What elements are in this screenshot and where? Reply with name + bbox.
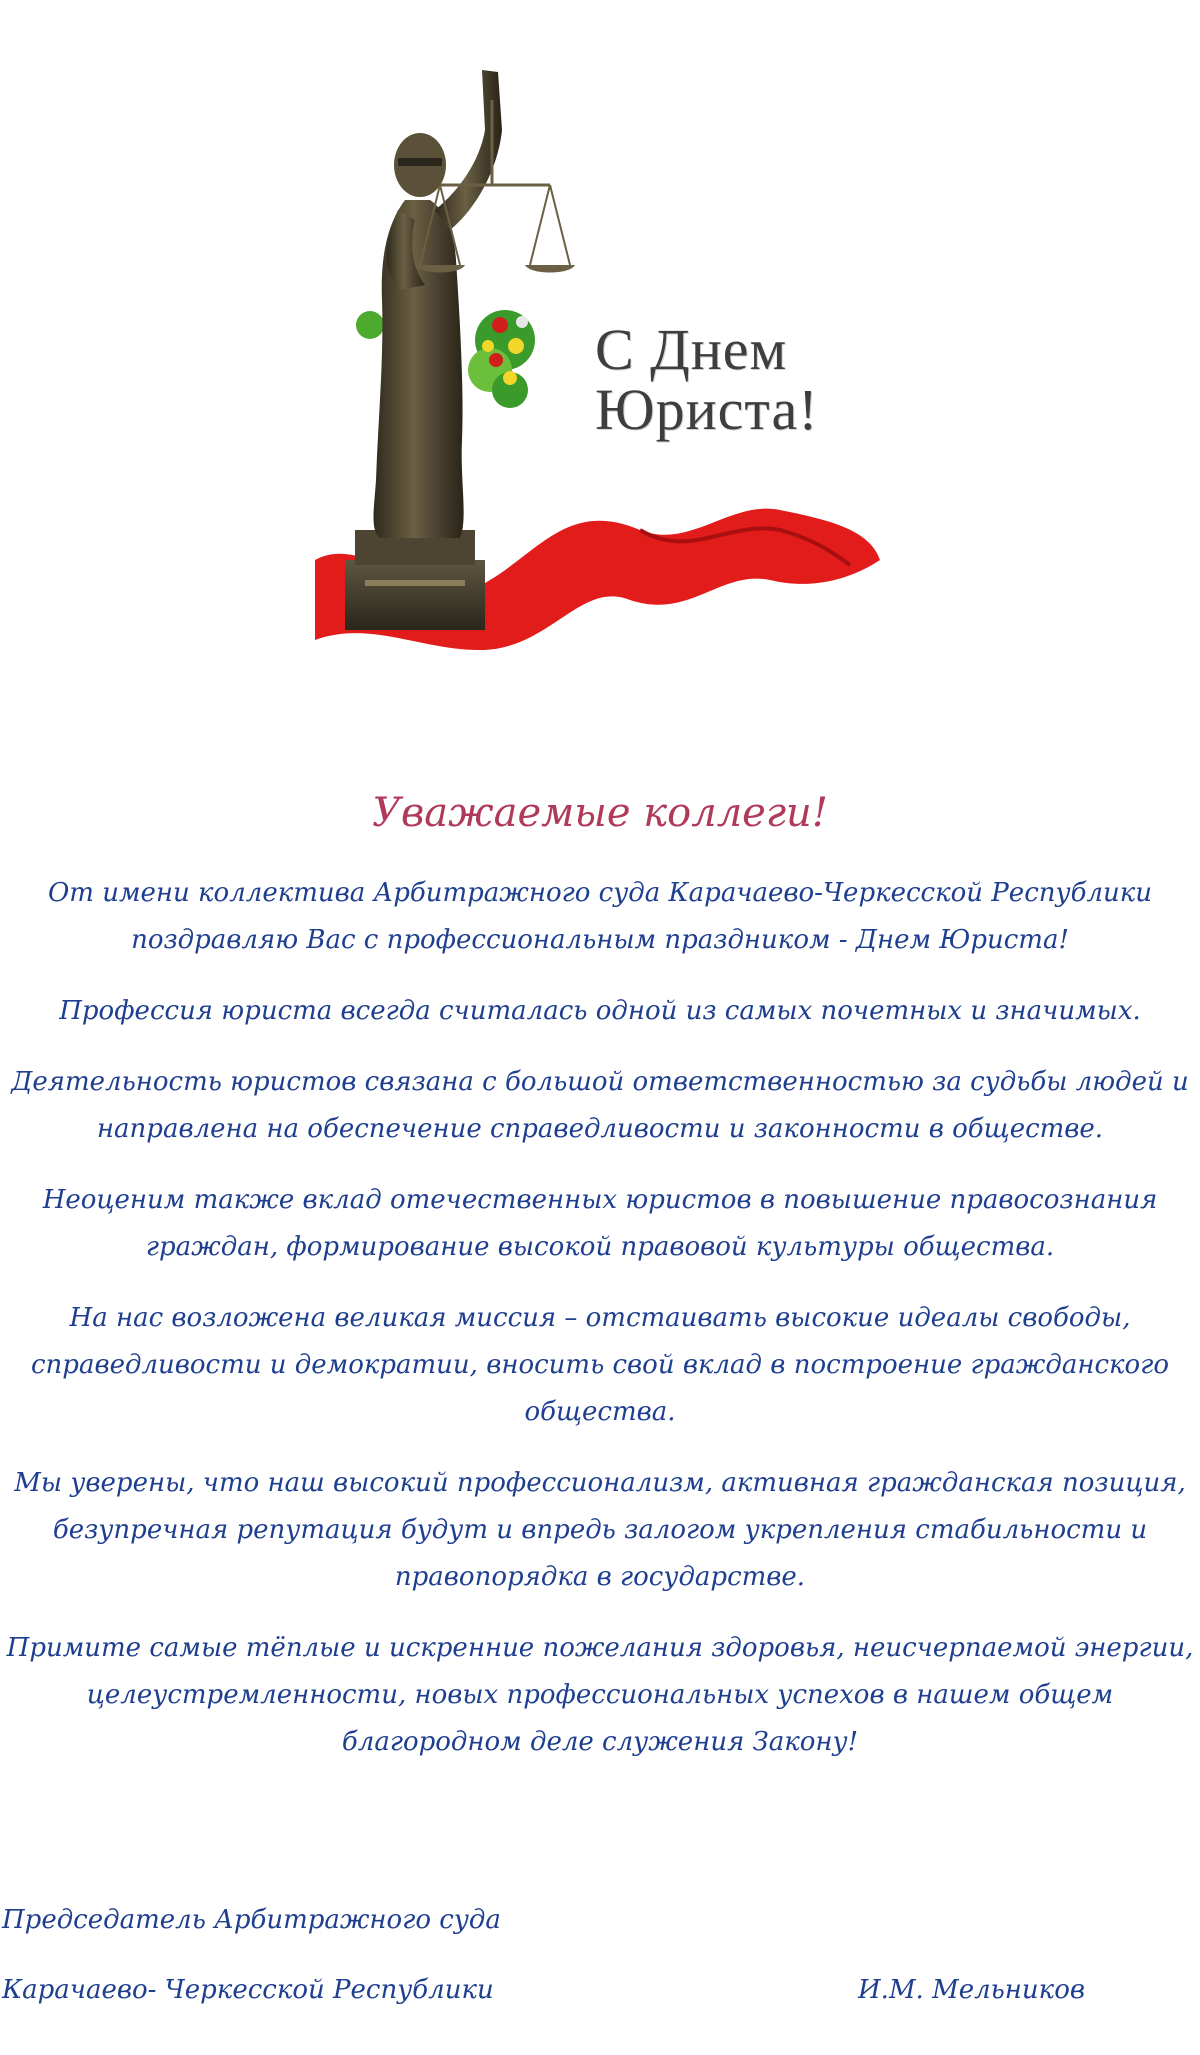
signature-name: И.М. Мельников (858, 1975, 1085, 2005)
paragraph-1: От имени коллектива Арбитражного суда Карачаево-Черкесской Республики поздравляю Вас с профессиональным праздником - Днем Юриста! (47, 878, 1153, 955)
letter-body (0, 790, 1200, 1790)
paragraph-5: На нас возложена великая миссия – отстаивать высокие идеалы свободы, справедливости и демократии, вносить свой вклад в построение гражданского общества. (31, 1303, 1169, 1427)
paragraph-7: Примите самые тёплые и искренние пожелания здоровья, неисчерпаемой энергии, целеустремленности, новых профессиональных успехов в нашем общем благородном деле служения Закону! (6, 1633, 1194, 1757)
paragraph-2: Профессия юриста всегда считалась одной из самых почетных и значимых. (59, 996, 1141, 1026)
signature-position-line2: Карачаево- Черкесской Республики (2, 1975, 494, 2005)
hero-illustration (310, 60, 890, 660)
paragraph-3: Деятельность юристов связана с большой ответственностью за судьбы людей и направлена на обеспечение справедливости и законности в обществе. (11, 1067, 1189, 1144)
hero-title-line2: Юриста! (595, 377, 819, 442)
paragraph-6: Мы уверены, что наш высокий профессионализм, активная гражданская позиция, безупречная репутация будут и впредь залогом укрепления стабильности и правопорядка в государстве. (14, 1468, 1186, 1592)
hero-title-line1: С Днем (595, 317, 788, 382)
paragraph-4: Неоценим также вклад отечественных юристов в повышение правосознания граждан, формирование высокой правовой культуры общества. (42, 1185, 1158, 1262)
hero-title (595, 317, 819, 442)
greeting: Уважаемые коллеги! (372, 790, 828, 836)
signature-position-line1: Председатель Арбитражного суда (2, 1905, 501, 1935)
